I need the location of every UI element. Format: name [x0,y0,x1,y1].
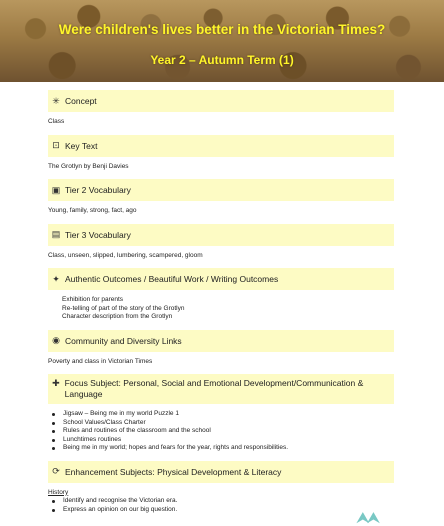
subject-heading: History [48,488,69,496]
vocabulary-icon: ▣ [51,184,61,195]
banner-photo [0,0,444,82]
section-label: Enhancement Subjects: Physical Development & Literacy [65,466,282,477]
section-header-enhancement [48,461,394,483]
list-item: Re-telling of part of the story of the Grotlyn [62,304,185,312]
list-item: School Values/Class Charter [50,419,394,428]
section-text: Young, family, strong, fact, ago [48,207,137,214]
section-label: Tier 2 Vocabulary [65,185,131,195]
section-header-key-text [48,135,394,157]
list-item: Being me in my world; hopes and fears for the year, rights and responsibilities. [50,444,394,453]
page-title: Were children's lives better in the Victorian Times? [58,22,386,37]
document-icon: ▤ [51,229,61,239]
section-label: Community and Diversity Links [65,335,182,346]
list-item: Jigsaw – Being me in my world Puzzle 1 [50,410,394,419]
section-label: Tier 3 Vocabulary [65,229,131,240]
decorative-arrows-icon: ⮝⮝ [356,510,378,526]
section-header-tier2 [48,179,394,201]
list-item: Exhibition for parents [62,296,124,303]
section-text: Class [48,118,65,125]
section-label: Authentic Outcomes / Beautiful Work / Writing Outcomes [65,274,279,284]
list-item: Character description from the Grotlyn [62,313,173,320]
section-label: Focus Subject: Personal, Social and Emotional Development/Communication & Language [64,378,364,399]
section-header-community [48,330,394,352]
plus-icon: ✚ [52,378,60,388]
list-item: Lunchtimes routines [50,436,394,445]
section-header-outcomes [48,268,394,290]
cycle-icon: ⟳ [52,466,60,476]
enhancement-list [48,483,394,523]
section-header-concept [48,90,394,112]
globe-icon: ◉ [52,335,60,345]
content [48,90,394,522]
outcomes-list [48,290,394,330]
book-icon: ⊡ [52,140,60,150]
page-subtitle: Year 2 – Autumn Term (1) [150,53,294,67]
stars-icon: ✦ [52,273,60,284]
focus-list [48,404,394,461]
section-header-tier3 [48,224,394,246]
section-header-focus [48,374,394,404]
section-text: Poverty and class in Victorian Times [48,357,153,365]
section-label: Key Text [65,140,98,151]
section-label: Concept [65,96,97,106]
sparkle-icon: ✳ [52,95,60,106]
list-item: Rules and routines of the classroom and the school [50,427,394,436]
list-item: Identify and recognise the Victorian era. [50,497,394,506]
section-text: Class, unseen, slipped, lumbering, scampered, gloom [48,251,203,259]
list-item: Express an opinion on our big question. [50,506,394,515]
section-text: The Grotlyn by Benji Davies [48,162,129,170]
